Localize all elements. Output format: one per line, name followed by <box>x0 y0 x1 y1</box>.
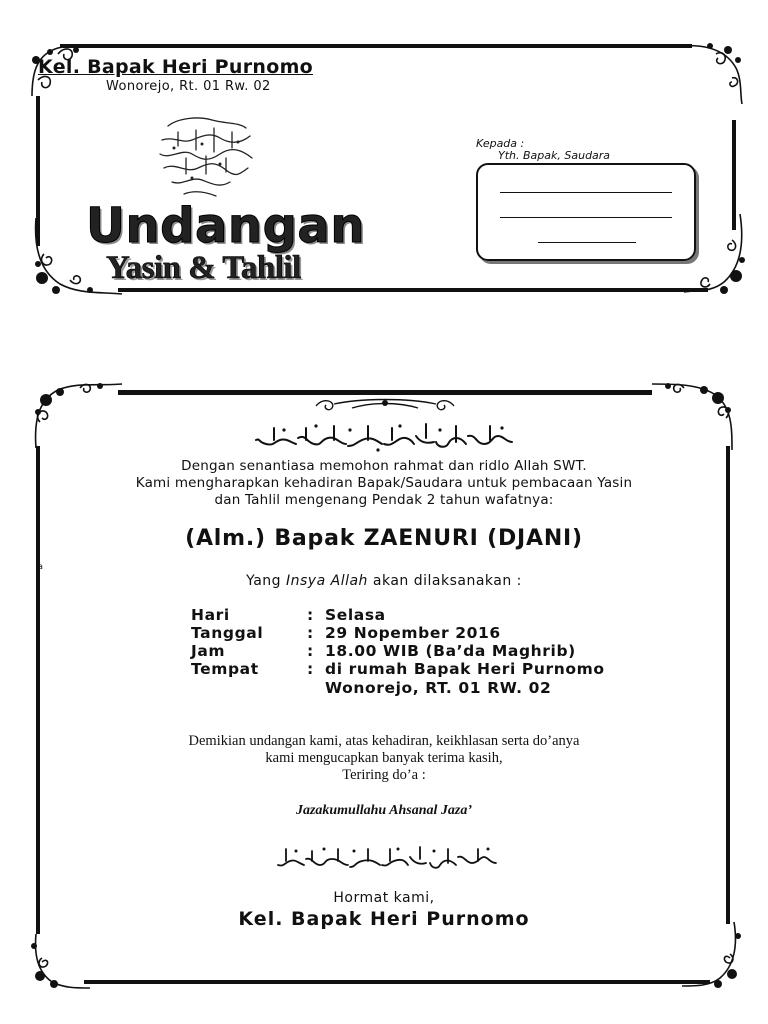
address-line <box>500 192 672 193</box>
detail-separator: : <box>307 606 314 624</box>
card-left-border <box>36 446 40 934</box>
detail-value: Selasa <box>325 606 386 624</box>
detail-label: Tanggal <box>191 624 264 642</box>
detail-separator: : <box>307 624 314 642</box>
place-address: Wonorejo, RT. 01 RW. 02 <box>325 679 552 697</box>
closing-line: Teriring do’a : <box>342 767 426 783</box>
signoff: Hormat kami, <box>333 890 435 906</box>
schedule-intro-emphasis: Insya Allah <box>286 573 368 589</box>
corner-ornament-icon <box>680 920 744 992</box>
corner-ornament-icon <box>30 378 126 450</box>
envelope-top-border <box>60 44 692 48</box>
detail-value: di rumah Bapak Heri Purnomo <box>325 660 605 678</box>
card-right-border <box>726 446 730 924</box>
schedule-intro-after: akan dilaksanakan : <box>367 573 522 589</box>
family-name: Kel. Bapak Heri Purnomo <box>238 908 530 930</box>
detail-value: 29 Nopember 2016 <box>325 624 501 642</box>
corner-ornament-icon <box>648 378 740 452</box>
to-recipient: Yth. Bapak, Saudara <box>498 149 611 162</box>
intro-line: Dengan senantiasa memohon rahmat dan ridlo Allah SWT. <box>181 458 587 474</box>
envelope-bottom-border <box>118 288 708 292</box>
envelope <box>0 0 768 320</box>
detail-label: Jam <box>191 642 226 660</box>
detail-separator: : <box>307 642 314 660</box>
sender-name: Kel. Bapak Heri Purnomo <box>38 56 314 78</box>
address-box <box>476 163 696 261</box>
stray-mark: a <box>38 562 43 571</box>
calligraphy-emblem-icon <box>148 112 263 204</box>
blessing-text: Jazakumullahu Ahsanal Jaza’ <box>295 803 473 818</box>
arabic-salam-closing-icon <box>266 843 502 873</box>
sender-address: Wonorejo, Rt. 01 Rw. 02 <box>106 79 271 94</box>
intro-paragraph <box>84 458 684 509</box>
detail-value: 18.00 WIB (Ba’da Maghrib) <box>325 642 576 660</box>
closing-paragraph <box>84 733 684 784</box>
arabic-salam-greeting-icon <box>250 420 518 454</box>
envelope-title: Undangan <box>86 198 365 254</box>
schedule-intro-before: Yang <box>246 573 287 589</box>
detail-separator: : <box>307 660 314 678</box>
card-top-border <box>118 390 652 395</box>
card-bottom-border <box>84 980 710 984</box>
deceased-name: (Alm.) Bapak ZAENURI (DJANI) <box>185 526 583 551</box>
detail-label: Tempat <box>191 660 259 678</box>
address-line <box>538 242 636 243</box>
detail-label: Hari <box>191 606 230 624</box>
header-scroll-ornament-icon <box>312 396 458 412</box>
address-line <box>500 217 672 218</box>
intro-line: dan Tahlil mengenang Pendak 2 tahun wafatnya: <box>214 492 554 508</box>
closing-line: Demikian undangan kami, atas kehadiran, keikhlasan serta do’anya <box>188 733 580 749</box>
intro-line: Kami mengharapkan kehadiran Bapak/Saudara untuk pembacaan Yasin <box>135 475 633 491</box>
closing-line: kami mengucapkan banyak terima kasih, <box>265 750 503 766</box>
envelope-subtitle: Yasin & Tahlil <box>106 250 301 286</box>
to-label: Kepada : <box>476 137 525 150</box>
corner-ornament-icon <box>28 932 92 992</box>
corner-ornament-icon <box>676 38 746 108</box>
schedule-intro <box>84 573 684 589</box>
